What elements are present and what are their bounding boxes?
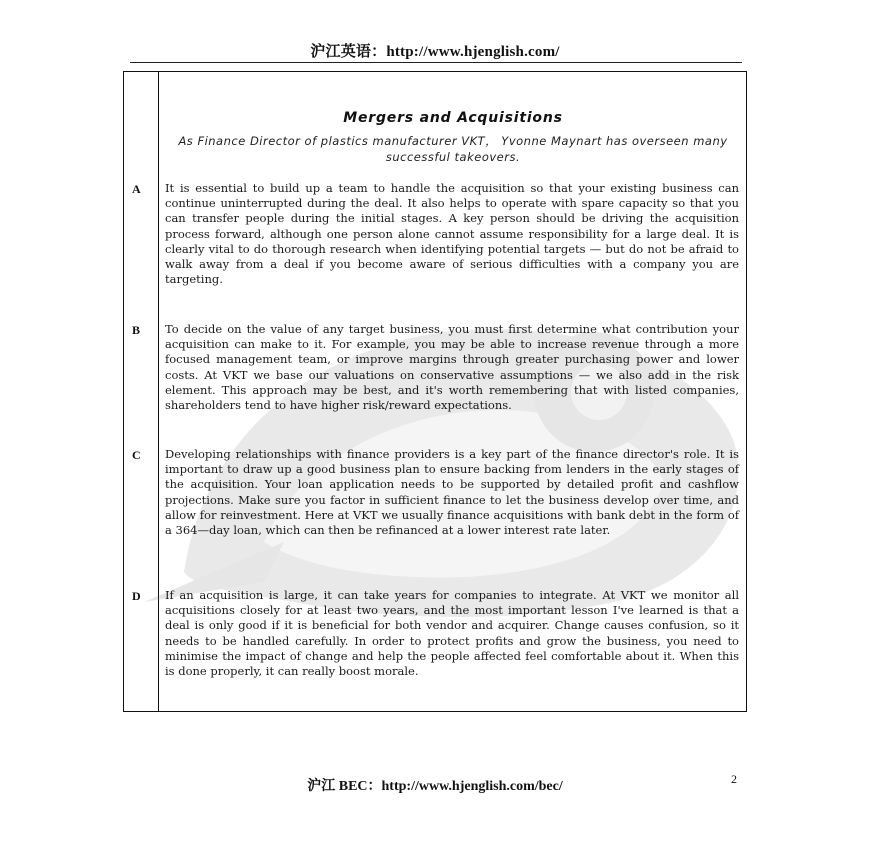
- paragraph-letter-a: A: [132, 182, 141, 196]
- paragraph-a: It is essential to build up a team to handle the acquisition so that your existing business can continue uninterrupted during the deal. It also helps to operate with spare capacity so that you can transfer people during the initial stages. A key person should be driving the acquisition process forward, although one person alone cannot assume responsibility for a large deal. It is clearly vital to do thorough research when identifying potential targets — but do not be afraid to walk away from a deal if you become aware of serious difficulties with a company you are targeting.: [165, 181, 739, 287]
- column-divider: [158, 72, 159, 711]
- article-subtitle: As Finance Director of plastics manufacturer VKT， Yvonne Maynart has overseen many successful takeovers.: [178, 134, 728, 164]
- paragraph-c: Developing relationships with finance providers is a key part of the finance director's role. It is important to draw up a good business plan to ensure backing from lenders in the early stages of the acquisition. Your loan application needs to be supported by detailed profit and cashflow projections. Make sure you factor in sufficient finance to let the business develop over time, and allow for reinvestment. Here at VKT we usually finance acquisitions with bank debt in the form of a 364—day loan, which can then be refinanced at a lower interest rate later.: [165, 447, 739, 538]
- paragraph-letter-d: D: [132, 589, 141, 603]
- paragraph-letter-b: B: [132, 323, 141, 337]
- header-rule: [130, 62, 742, 63]
- article-frame: [123, 71, 747, 712]
- paragraph-d: If an acquisition is large, it can take years for companies to integrate. At VKT we monitor all acquisitions closely for at least two years, and the most important lesson I've learned is that a deal is only good if it is beneficial for both vendor and acquirer. Change causes confusion, so it needs to be handled carefully. In order to protect profits and grow the business, you need to minimise the impact of change and help the people affected feel comfortable about it. When this is done properly, it can really boost morale.: [165, 588, 739, 679]
- page-header: 沪江英语：http://www.hjenglish.com/: [310, 44, 560, 60]
- page-footer: 沪江 BEC：http://www.hjenglish.com/bec/: [307, 779, 563, 794]
- article-title: Mergers and Acquisitions: [343, 110, 563, 126]
- watermark-logo: [144, 242, 744, 632]
- paragraph-b: To decide on the value of any target business, you must first determine what contribution your acquisition can make to it. For example, you may be able to increase revenue through a more focused management team, or improve margins through greater purchasing power and lower costs. At VKT we base our valuations on conservative assumptions — we also add in the risk element. This approach may be best, and it's worth remembering that with listed companies, shareholders tend to have higher risk/reward expectations.: [165, 322, 739, 413]
- paragraph-letter-c: C: [132, 448, 141, 462]
- page-number: 2: [731, 772, 737, 786]
